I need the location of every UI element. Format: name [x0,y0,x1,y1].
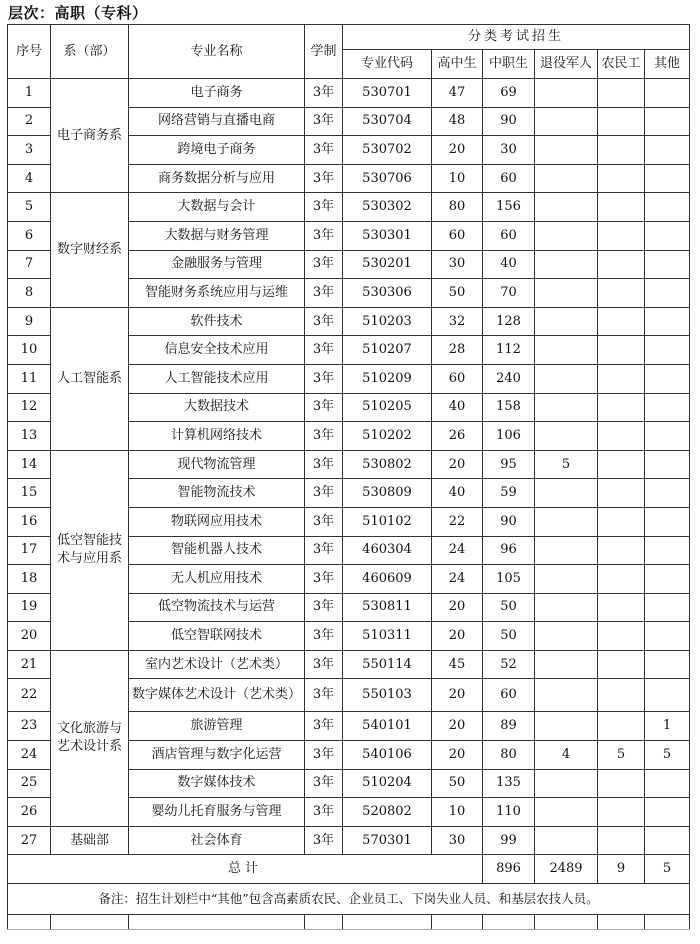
high-school-count: 80 [432,193,483,222]
high-school-count: 22 [432,507,483,536]
major-name: 大数据与会计 [129,193,305,222]
major-name: 数字媒体技术 [129,769,305,798]
duration: 3年 [305,250,343,279]
header-duration: 学制 [305,25,343,79]
major-code: 530701 [343,79,432,108]
major-code: 510209 [343,364,432,393]
other-count [645,507,690,536]
veteran-count [535,393,598,422]
migrant-count [598,393,645,422]
other-count [645,450,690,479]
veteran-count [535,622,598,651]
table-row [8,450,690,479]
high-school-count: 28 [432,336,483,365]
enrollment-plan-table [7,24,690,930]
migrant-count [598,164,645,193]
vocational-count: 90 [483,107,535,136]
header-code: 专业代码 [343,50,432,79]
row-index: 22 [8,679,51,712]
blank-cell [483,915,535,930]
veteran-count: 5 [535,450,598,479]
migrant-count [598,479,645,508]
veteran-count [535,593,598,622]
migrant-count [598,769,645,798]
migrant-count [598,422,645,451]
veteran-count: 4 [535,741,598,770]
major-code: 530811 [343,593,432,622]
duration: 3年 [305,679,343,712]
duration: 3年 [305,622,343,651]
row-index: 1 [8,79,51,108]
migrant-count [598,450,645,479]
major-name: 人工智能技术应用 [129,364,305,393]
veteran-count [535,536,598,565]
major-code: 530201 [343,250,432,279]
duration: 3年 [305,364,343,393]
row-index: 27 [8,826,51,855]
major-name: 旅游管理 [129,712,305,741]
row-index: 10 [8,336,51,365]
duration: 3年 [305,479,343,508]
table-row [8,650,690,679]
vocational-count: 50 [483,593,535,622]
veteran-count [535,193,598,222]
major-name: 大数据技术 [129,393,305,422]
duration: 3年 [305,221,343,250]
other-count [645,279,690,308]
duration: 3年 [305,826,343,855]
veteran-count [535,679,598,712]
major-name: 网络营销与直播电商 [129,107,305,136]
other-count [645,193,690,222]
vocational-count: 156 [483,193,535,222]
high-school-count: 24 [432,565,483,594]
other-count [645,650,690,679]
dept-name: 人工智能系 [51,307,129,450]
header-high-school: 高中生 [432,50,483,79]
high-school-count: 50 [432,769,483,798]
blank-cell [535,915,598,930]
row-index: 5 [8,193,51,222]
veteran-count [535,307,598,336]
duration: 3年 [305,422,343,451]
high-school-count: 30 [432,826,483,855]
total-vocational: 2489 [535,855,598,884]
vocational-count: 59 [483,479,535,508]
duration: 3年 [305,593,343,622]
note-row [8,884,690,915]
duration: 3年 [305,107,343,136]
major-name: 智能财务系统应用与运维 [129,279,305,308]
major-code: 530706 [343,164,432,193]
major-name: 跨境电子商务 [129,136,305,165]
migrant-count [598,336,645,365]
migrant-count [598,79,645,108]
vocational-count: 110 [483,798,535,827]
blank-cell [8,915,51,930]
header-group: 分类考试招生 [343,25,690,50]
major-code: 530702 [343,136,432,165]
major-name: 酒店管理与数字化运营 [129,741,305,770]
veteran-count [535,136,598,165]
veteran-count [535,650,598,679]
vocational-count: 80 [483,741,535,770]
dept-name: 低空智能技术与应用系 [51,450,129,650]
vocational-count: 69 [483,79,535,108]
other-count [645,769,690,798]
row-index: 12 [8,393,51,422]
vocational-count: 90 [483,507,535,536]
header-vocational: 中职生 [483,50,535,79]
row-index: 18 [8,565,51,594]
row-index: 2 [8,107,51,136]
migrant-count [598,622,645,651]
major-code: 570301 [343,826,432,855]
veteran-count [535,250,598,279]
other-count: 1 [645,712,690,741]
row-index: 14 [8,450,51,479]
veteran-count [535,769,598,798]
blank-cell [645,915,690,930]
migrant-count [598,536,645,565]
row-index: 21 [8,650,51,679]
major-code: 510311 [343,622,432,651]
major-code: 520802 [343,798,432,827]
migrant-count: 5 [598,741,645,770]
high-school-count: 20 [432,136,483,165]
veteran-count [535,107,598,136]
high-school-count: 24 [432,536,483,565]
other-count [645,622,690,651]
other-count [645,307,690,336]
dept-name: 基础部 [51,826,129,855]
high-school-count: 20 [432,712,483,741]
blank-cell [305,915,343,930]
total-label: 总计 [8,855,483,884]
high-school-count: 20 [432,593,483,622]
duration: 3年 [305,769,343,798]
high-school-count: 26 [432,422,483,451]
vocational-count: 158 [483,393,535,422]
major-name: 软件技术 [129,307,305,336]
major-name: 计算机网络技术 [129,422,305,451]
veteran-count [535,798,598,827]
row-index: 4 [8,164,51,193]
veteran-count [535,221,598,250]
veteran-count [535,826,598,855]
major-name: 现代物流管理 [129,450,305,479]
high-school-count: 60 [432,364,483,393]
major-name: 低空智联网技术 [129,622,305,651]
migrant-count [598,593,645,622]
vocational-count: 60 [483,679,535,712]
other-count [645,164,690,193]
major-name: 商务数据分析与应用 [129,164,305,193]
vocational-count: 99 [483,826,535,855]
vocational-count: 40 [483,250,535,279]
other-count [645,679,690,712]
row-index: 24 [8,741,51,770]
major-name: 金融服务与管理 [129,250,305,279]
row-index: 11 [8,364,51,393]
other-count [645,250,690,279]
major-code: 550114 [343,650,432,679]
vocational-count: 60 [483,164,535,193]
row-index: 20 [8,622,51,651]
high-school-count: 10 [432,798,483,827]
other-count [645,336,690,365]
vocational-count: 89 [483,712,535,741]
other-count [645,798,690,827]
vocational-count: 135 [483,769,535,798]
table-row [8,307,690,336]
high-school-count: 20 [432,450,483,479]
major-code: 530802 [343,450,432,479]
high-school-count: 10 [432,164,483,193]
migrant-count [598,193,645,222]
other-count [645,593,690,622]
level-title: 层次：高职（专科） [8,4,148,22]
major-name: 低空物流技术与运营 [129,593,305,622]
veteran-count [535,507,598,536]
vocational-count: 105 [483,565,535,594]
vocational-count: 52 [483,650,535,679]
duration: 3年 [305,450,343,479]
note-text: 备注：招生计划栏中“其他”包含高素质农民、企业员工、下岗失业人员、和基层农技人员。 [8,884,690,915]
vocational-count: 128 [483,307,535,336]
migrant-count [598,364,645,393]
total-row [8,855,690,884]
vocational-count: 50 [483,622,535,651]
other-count [645,826,690,855]
migrant-count [598,507,645,536]
major-name: 智能物流技术 [129,479,305,508]
total-high-school: 896 [483,855,535,884]
veteran-count [535,422,598,451]
migrant-count [598,712,645,741]
other-count [645,479,690,508]
major-name: 社会体育 [129,826,305,855]
migrant-count [598,826,645,855]
migrant-count [598,565,645,594]
duration: 3年 [305,798,343,827]
migrant-count [598,107,645,136]
row-index: 7 [8,250,51,279]
header-index: 序号 [8,25,51,79]
duration: 3年 [305,741,343,770]
row-index: 3 [8,136,51,165]
header-dept: 系（部） [51,25,129,79]
duration: 3年 [305,336,343,365]
high-school-count: 20 [432,741,483,770]
high-school-count: 48 [432,107,483,136]
other-count [645,422,690,451]
major-code: 510203 [343,307,432,336]
blank-row [8,915,690,930]
major-code: 510204 [343,769,432,798]
blank-cell [51,915,129,930]
high-school-count: 50 [432,279,483,308]
major-code: 540106 [343,741,432,770]
header-major: 专业名称 [129,25,305,79]
veteran-count [535,479,598,508]
major-code: 510207 [343,336,432,365]
major-name: 无人机应用技术 [129,565,305,594]
migrant-count [598,307,645,336]
major-name: 电子商务 [129,79,305,108]
row-index: 23 [8,712,51,741]
high-school-count: 45 [432,650,483,679]
major-name: 婴幼儿托育服务与管理 [129,798,305,827]
row-index: 15 [8,479,51,508]
dept-name: 文化旅游与艺术设计系 [51,650,129,826]
header-other: 其他 [645,50,690,79]
duration: 3年 [305,136,343,165]
vocational-count: 95 [483,450,535,479]
migrant-count [598,221,645,250]
row-index: 8 [8,279,51,308]
high-school-count: 47 [432,79,483,108]
major-code: 530306 [343,279,432,308]
duration: 3年 [305,307,343,336]
other-count [645,136,690,165]
row-index: 25 [8,769,51,798]
other-count [645,221,690,250]
migrant-count [598,279,645,308]
other-count [645,536,690,565]
blank-cell [598,915,645,930]
dept-name: 电子商务系 [51,79,129,193]
vocational-count: 106 [483,422,535,451]
major-code: 460304 [343,536,432,565]
other-count [645,565,690,594]
major-code: 550103 [343,679,432,712]
vocational-count: 60 [483,221,535,250]
duration: 3年 [305,650,343,679]
header-row-top [8,25,690,50]
other-count [645,107,690,136]
major-code: 530301 [343,221,432,250]
header-veteran: 退役军人 [535,50,598,79]
row-index: 26 [8,798,51,827]
vocational-count: 96 [483,536,535,565]
migrant-count [598,650,645,679]
vocational-count: 70 [483,279,535,308]
veteran-count [535,712,598,741]
major-code: 530302 [343,193,432,222]
high-school-count: 40 [432,479,483,508]
migrant-count [598,679,645,712]
veteran-count [535,364,598,393]
total-veteran: 9 [598,855,645,884]
row-index: 16 [8,507,51,536]
veteran-count [535,279,598,308]
duration: 3年 [305,279,343,308]
high-school-count: 60 [432,221,483,250]
migrant-count [598,136,645,165]
veteran-count [535,336,598,365]
table-row [8,826,690,855]
major-name: 智能机器人技术 [129,536,305,565]
total-migrant: 5 [645,855,690,884]
other-count [645,364,690,393]
row-index: 17 [8,536,51,565]
dept-name: 数字财经系 [51,193,129,307]
duration: 3年 [305,712,343,741]
duration: 3年 [305,193,343,222]
major-name: 大数据与财务管理 [129,221,305,250]
major-code: 530704 [343,107,432,136]
major-code: 460609 [343,565,432,594]
migrant-count [598,798,645,827]
header-migrant: 农民工 [598,50,645,79]
major-code: 510102 [343,507,432,536]
vocational-count: 240 [483,364,535,393]
duration: 3年 [305,565,343,594]
major-code: 510202 [343,422,432,451]
other-count [645,79,690,108]
vocational-count: 30 [483,136,535,165]
row-index: 19 [8,593,51,622]
other-count [645,393,690,422]
major-name: 数字媒体艺术设计（艺术类） [129,679,305,712]
row-index: 6 [8,221,51,250]
high-school-count: 32 [432,307,483,336]
major-code: 510205 [343,393,432,422]
high-school-count: 30 [432,250,483,279]
other-count: 5 [645,741,690,770]
migrant-count [598,250,645,279]
duration: 3年 [305,536,343,565]
high-school-count: 20 [432,679,483,712]
high-school-count: 40 [432,393,483,422]
duration: 3年 [305,507,343,536]
veteran-count [535,79,598,108]
row-index: 13 [8,422,51,451]
blank-cell [343,915,432,930]
duration: 3年 [305,393,343,422]
high-school-count: 20 [432,622,483,651]
row-index: 9 [8,307,51,336]
veteran-count [535,164,598,193]
major-code: 530809 [343,479,432,508]
duration: 3年 [305,79,343,108]
blank-cell [432,915,483,930]
blank-cell [129,915,305,930]
table-row [8,193,690,222]
major-name: 室内艺术设计（艺术类） [129,650,305,679]
major-name: 物联网应用技术 [129,507,305,536]
vocational-count: 112 [483,336,535,365]
veteran-count [535,565,598,594]
table-row [8,79,690,108]
duration: 3年 [305,164,343,193]
major-code: 540101 [343,712,432,741]
major-name: 信息安全技术应用 [129,336,305,365]
